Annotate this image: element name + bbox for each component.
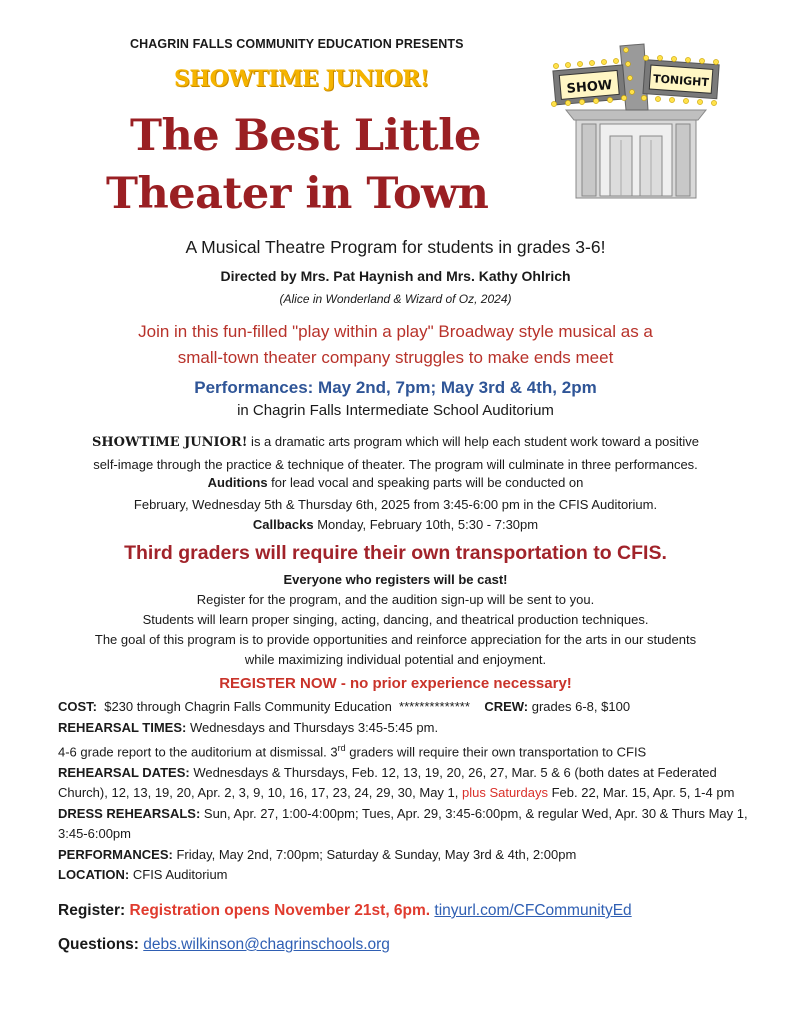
description-line-1: Join in this fun-filled "play within a play" Broadway style musical as a [138, 322, 653, 341]
auditions-dates: February, Wednesday 5th & Thursday 6th, 2025 from 3:45-6:00 pm in the CFIS Auditorium. [133, 497, 658, 512]
registration-link[interactable]: tinyurl.com/CFCommunityEd [434, 902, 632, 919]
location-row: LOCATION: CFIS Auditorium [58, 867, 228, 883]
everyone-line-2: Register for the program, and the audition sign-up will be sent to you. [196, 592, 595, 607]
program-name-inline: SHOWTIME JUNIOR! [91, 435, 248, 450]
report-row: 4-6 grade report to the auditorium at dismissal. 3rd graders will require their own transportation to CFIS [58, 743, 647, 760]
questions-label: Questions: [58, 936, 139, 953]
directors-line: Directed by Mrs. Pat Haynish and Mrs. Kathy Ohlrich [220, 268, 571, 284]
title-line-2: Theater in Town [106, 169, 489, 219]
transport-notice: Third graders will require their own transportation to CFIS. [124, 542, 667, 564]
everyone-line-5: while maximizing individual potential and enjoyment. [244, 652, 547, 667]
register-line [58, 902, 632, 920]
theater-marquee-illustration [548, 40, 724, 205]
plus-saturdays: plus Saturdays [461, 785, 548, 801]
sign-tonight-text: TONIGHT [652, 72, 710, 90]
program-description-line-1: SHOWTIME JUNIOR! is a dramatic arts program which will help each student work toward a positive [91, 434, 700, 450]
questions-email-link[interactable]: debs.wilkinson@chagrinschools.org [143, 936, 390, 953]
register-label: Register: [58, 902, 126, 919]
title-line-1: The Best Little [130, 111, 481, 161]
rehearsal-dates-row: REHEARSAL DATES: Wednesdays & Thursdays, Feb. 12, 13, 19, 20, 26, 27, Mar. 5 & 6 (both dates at Federated Church), 12, 13, 19, 20, Apr. 2, 3, 9, 10, 16, 17, 23, 24, 29, 30, May 1, plus Saturdays Feb. 22, Mar. 15, Apr. 5, 1-4 pm [58, 764, 735, 801]
questions-line [58, 936, 390, 954]
auditions-line: Auditions for lead vocal and speaking parts will be conducted on [207, 475, 584, 490]
registration-opens: Registration opens November 21st, 6pm. [129, 902, 431, 919]
rehearsal-times-row: REHEARSAL TIMES: Wednesdays and Thursdays 3:45-5:45 pm. [58, 719, 439, 735]
directors-credits: (Alice in Wonderland & Wizard of Oz, 2024) [279, 292, 512, 306]
everyone-cast: Everyone who registers will be cast! [283, 572, 508, 587]
auditions-label: Auditions [207, 475, 268, 490]
cost-row: COST: $230 through Chagrin Falls Community Education ************** CREW: grades 6-8, $100 [58, 699, 631, 714]
performances-headline: Performances: May 2nd, 7pm; May 3rd & 4th, 2pm [194, 378, 597, 397]
program-details [58, 697, 748, 886]
program-subtitle: A Musical Theatre Program for students in grades 3-6! [185, 237, 606, 257]
dress-rehearsals-row: DRESS REHEARSALS: Sun, Apr. 27, 1:00-4:00pm; Tues, Apr. 29, 3:45-6:00pm, & regular Wed, Apr. 30 & Thurs May 1, 3:45-6:00pm [58, 805, 748, 842]
program-name: SHOWTIME JUNIOR! [174, 66, 430, 92]
everyone-line-3: Students will learn proper singing, acting, dancing, and theatrical production techniques. [142, 612, 649, 627]
everyone-line-4: The goal of this program is to provide opportunities and reinforce appreciation for the arts in our students [94, 632, 697, 647]
callbacks-label: Callbacks [252, 517, 314, 532]
performances-location: in Chagrin Falls Intermediate School Auditorium [237, 402, 554, 419]
description-line-2: small-town theater company struggles to make ends meet [177, 348, 614, 367]
presents-heading: CHAGRIN FALLS COMMUNITY EDUCATION PRESENTS [130, 37, 464, 51]
performances-row: PERFORMANCES: Friday, May 2nd, 7:00pm; Saturday & Sunday, May 3rd & 4th, 2:00pm [58, 846, 577, 862]
callbacks-line: Callbacks Monday, February 10th, 5:30 - 7:30pm [252, 517, 539, 532]
sign-show-text: SHOW [566, 77, 613, 97]
register-now-banner: REGISTER NOW - no prior experience necessary! [219, 675, 572, 692]
program-description-line-2: self-image through the practice & technique of theater. The program will culminate in three performances. [93, 457, 698, 472]
